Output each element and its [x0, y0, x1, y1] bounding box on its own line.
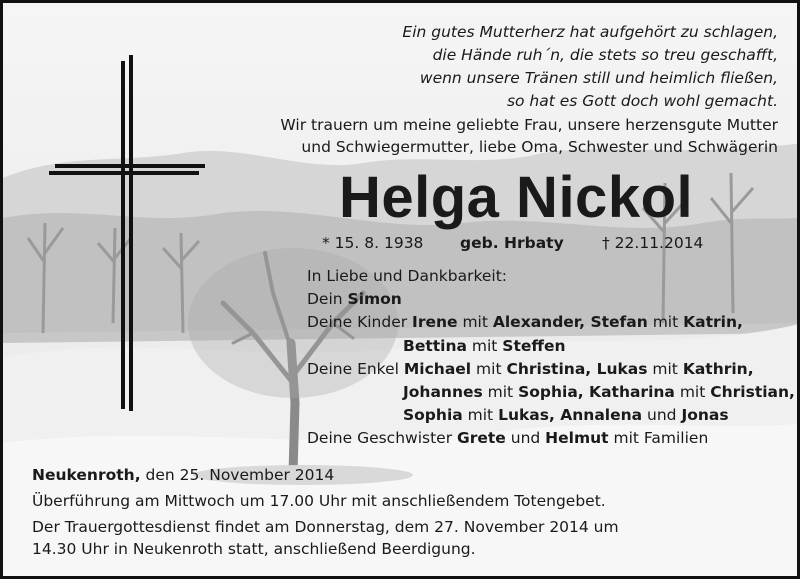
deceased-name: Helga Nickol — [339, 165, 694, 230]
poem-line: wenn unsere Tränen still und heimlich fließen, — [419, 69, 778, 87]
family-connector: mit — [457, 313, 493, 332]
family-member: Katrin, — [683, 313, 743, 332]
family-member: Christina, Lukas — [506, 359, 648, 378]
memorial-poem — [3, 21, 778, 113]
poem-line: die Hände ruh´n, die stets so treu geschafft, — [432, 46, 778, 64]
service-info: Der Trauergottesdienst findet am Donnerstag, dem 27. November 2014 um — [32, 518, 619, 536]
family-children — [307, 311, 795, 334]
family-connector: mit — [647, 359, 683, 378]
family-member: Johannes — [403, 383, 483, 402]
family-label: Deine Kinder — [307, 313, 413, 332]
family-connector: und — [642, 406, 682, 425]
notice-date: den 25. November 2014 — [140, 466, 335, 484]
poem-line: so hat es Gott doch wohl gemacht. — [506, 92, 778, 110]
family-member: Grete — [457, 429, 506, 448]
transfer-info: Überführung am Mittwoch um 17.00 Uhr mit anschließendem Totengebet. — [32, 492, 606, 510]
place: Neukenroth, — [32, 466, 141, 484]
family-member: Christian, — [710, 383, 795, 402]
family-label: Deine Geschwister — [307, 429, 458, 448]
family-grandchildren-cont — [307, 381, 795, 404]
family-connector: mit — [647, 313, 684, 332]
family-member: Sophia — [403, 406, 463, 425]
family-grandchildren-cont — [307, 404, 795, 427]
funeral-details — [32, 464, 619, 560]
family-connector: und — [505, 429, 546, 448]
family-label: mit Familien — [608, 429, 709, 448]
family-member: Sophia, Katharina — [518, 383, 675, 402]
family-connector: mit — [674, 383, 711, 402]
family-member: Irene — [412, 313, 458, 332]
family-connector: mit — [462, 406, 499, 425]
mourning-intro — [3, 114, 778, 158]
family-heading: In Liebe und Dankbarkeit: — [307, 267, 508, 285]
family-connector: mit — [482, 383, 519, 402]
family-list — [307, 265, 795, 451]
family-label: Dein — [307, 290, 348, 309]
family-grandchildren — [307, 358, 795, 381]
family-member: Simon — [347, 290, 402, 309]
intro-line: Wir trauern um meine geliebte Frau, unsere herzensgute Mutter — [280, 116, 778, 134]
family-siblings — [307, 427, 795, 450]
birth-date: * 15. 8. 1938 — [322, 234, 424, 252]
place-date — [32, 464, 619, 486]
family-member: Kathrin, — [682, 359, 754, 378]
family-member: Helmut — [545, 429, 609, 448]
poem-line: Ein gutes Mutterherz hat aufgehört zu schlagen, — [402, 23, 778, 41]
family-connector: mit — [471, 359, 507, 378]
family-member: Steffen — [502, 336, 566, 355]
service-info: 14.30 Uhr in Neukenroth statt, anschließend Beerdigung. — [32, 540, 476, 558]
family-member: Michael — [403, 359, 472, 378]
death-date: † 22.11.2014 — [602, 234, 704, 252]
family-connector: mit — [466, 336, 503, 355]
family-member: Bettina — [403, 336, 467, 355]
maiden-name: geb. Hrbaty — [460, 234, 564, 252]
family-children-cont — [307, 335, 795, 358]
family-member: Lukas, Annalena — [498, 406, 643, 425]
family-member: Alexander, Stefan — [492, 313, 648, 332]
family-member: Jonas — [681, 406, 729, 425]
family-label: Deine Enkel — [307, 359, 404, 378]
intro-line: und Schwiegermutter, liebe Oma, Schwester und Schwägerin — [301, 138, 778, 156]
family-husband — [307, 288, 795, 311]
